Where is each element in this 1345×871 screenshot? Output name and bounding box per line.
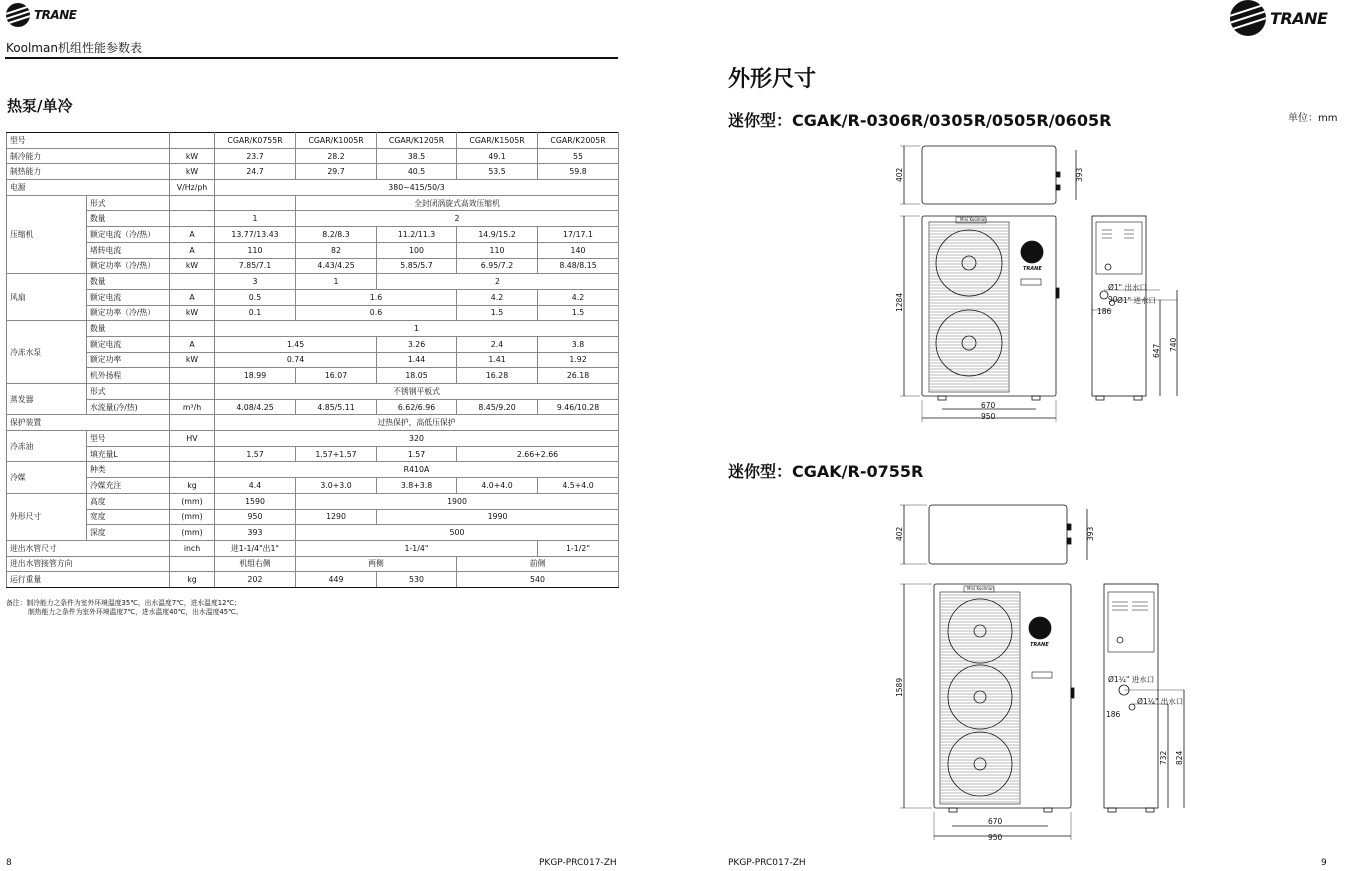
- table-cell: 2.4: [457, 336, 538, 352]
- table-cell: kW: [170, 352, 215, 368]
- table-cell: 500: [296, 525, 619, 541]
- table-cell: 29.7: [296, 164, 377, 180]
- table-row: [7, 399, 619, 415]
- table-cell: 4.0+4.0: [457, 478, 538, 494]
- trane-logo: [6, 3, 76, 27]
- table-cell: 16.28: [457, 368, 538, 384]
- table-cell: 8.48/8.15: [538, 258, 619, 274]
- table-cell: 14.9/15.2: [457, 227, 538, 243]
- table-cell: 3.0+3.0: [296, 478, 377, 494]
- table-cell: 过热保护，高低压保护: [215, 415, 619, 431]
- doc-code: PKGP-PRC017-ZH: [728, 858, 806, 868]
- table-cell: 1.44: [377, 352, 457, 368]
- table-cell: 9.46/10.28: [538, 399, 619, 415]
- table-cell: 18.99: [215, 368, 296, 384]
- table-cell: 数量: [87, 274, 170, 290]
- table-cell: 额定功率（冷/热）: [87, 305, 170, 321]
- table-cell: [170, 415, 215, 431]
- drawing1-height: 1284: [895, 292, 904, 312]
- table-cell: 数量: [87, 321, 170, 337]
- table-cell: m³/h: [170, 399, 215, 415]
- table-cell: 40.5: [377, 164, 457, 180]
- table-cell: 320: [215, 431, 619, 447]
- table-cell: A: [170, 227, 215, 243]
- table-row: [7, 180, 619, 196]
- table-cell: [170, 195, 215, 211]
- table-cell: V/Hz/ph: [170, 180, 215, 196]
- drawing2-logo-text: TRANE: [1030, 642, 1049, 648]
- table-row: [7, 133, 619, 149]
- table-cell: 机外扬程: [87, 368, 170, 384]
- table-cell: 填充量L: [87, 446, 170, 462]
- table-cell: kW: [170, 305, 215, 321]
- table-cell: 4.4: [215, 478, 296, 494]
- drawing1-logo-text: TRANE: [1023, 266, 1042, 272]
- unit-label: 单位：mm: [1288, 113, 1338, 124]
- table-cell: 3: [215, 274, 296, 290]
- table-cell: 1: [296, 274, 377, 290]
- table-cell: CGAR/K1505R: [457, 133, 538, 149]
- table-cell: 宽度: [87, 509, 170, 525]
- table-row: [7, 258, 619, 274]
- table-cell: 进出水管接管方向: [7, 556, 170, 572]
- table-cell: 进1-1/4"出1": [215, 540, 296, 556]
- drawing2-top-depth: 402: [895, 526, 904, 541]
- drawing1-side-offset: 186: [1097, 307, 1112, 316]
- drawing1-width: 950: [981, 412, 996, 421]
- table-cell: 高度: [87, 493, 170, 509]
- drawing2-top-side: 393: [1086, 526, 1095, 541]
- table-cell: 冷冻水泵: [7, 321, 87, 384]
- drawing1-inlet-pipe: Ø1" 进水口: [1117, 296, 1157, 305]
- table-cell: 530: [377, 572, 457, 588]
- table-cell: 0.74: [215, 352, 377, 368]
- note-line: 制热能力之条件为室外环境温度7℃，进水温度40℃，出水温度45℃。: [28, 608, 243, 616]
- table-cell: 110: [215, 242, 296, 258]
- table-cell: 4.08/4.25: [215, 399, 296, 415]
- table-row: [7, 195, 619, 211]
- table-cell: 3.8: [538, 336, 619, 352]
- table-cell: 1990: [377, 509, 619, 525]
- table-cell: 1.6: [296, 289, 457, 305]
- table-cell: 深度: [87, 525, 170, 541]
- table-row: [7, 493, 619, 509]
- table-cell: 0.1: [215, 305, 296, 321]
- trane-wordmark: TRANE: [34, 8, 77, 22]
- table-cell: 1: [215, 211, 296, 227]
- drawing2-inlet-height: 732: [1159, 750, 1168, 765]
- table-cell: 4.85/5.11: [296, 399, 377, 415]
- drawing1-outlet-height: 740: [1169, 337, 1178, 352]
- table-row: [7, 242, 619, 258]
- drawing1-inlet-height: 647: [1152, 343, 1161, 358]
- table-cell: 1.41: [457, 352, 538, 368]
- table-cell: 蒸发器: [7, 384, 87, 415]
- table-cell: 冷媒充注: [87, 478, 170, 494]
- table-notes: [6, 599, 242, 617]
- table-cell: (mm): [170, 493, 215, 509]
- table-cell: 2.66+2.66: [457, 446, 619, 462]
- table-cell: 水流量(冷/热): [87, 399, 170, 415]
- drawing1-top-view: [900, 146, 1076, 204]
- table-cell: 进出水管尺寸: [7, 540, 170, 556]
- table-row: [7, 509, 619, 525]
- table-cell: 0.6: [296, 305, 457, 321]
- drawing1-nameplate: Mini Koolman: [960, 217, 987, 222]
- table-cell: 额定电流: [87, 289, 170, 305]
- table-cell: 形式: [87, 195, 170, 211]
- table-cell: 24.7: [215, 164, 296, 180]
- table-row: [7, 148, 619, 164]
- table-cell: 202: [215, 572, 296, 588]
- table-cell: 1: [215, 321, 619, 337]
- table-cell: 2: [296, 211, 619, 227]
- table-cell: 5.85/5.7: [377, 258, 457, 274]
- table-cell: 冷媒: [7, 462, 87, 493]
- table-cell: 4.2: [538, 289, 619, 305]
- table-row: [7, 211, 619, 227]
- table-cell: 种类: [87, 462, 170, 478]
- table-cell: [170, 274, 215, 290]
- table-cell: 449: [296, 572, 377, 588]
- table-cell: 额定电流（冷/热）: [87, 227, 170, 243]
- table-row: [7, 478, 619, 494]
- table-row: [7, 352, 619, 368]
- table-cell: 6.95/7.2: [457, 258, 538, 274]
- table-row: [7, 274, 619, 290]
- table-cell: 49.1: [457, 148, 538, 164]
- header-rule: [5, 57, 618, 59]
- doc-code: PKGP-PRC017-ZH: [539, 858, 617, 868]
- table-cell: 电源: [7, 180, 170, 196]
- table-cell: 28.2: [296, 148, 377, 164]
- drawing2-outlet-height: 824: [1175, 750, 1184, 765]
- table-cell: 16.07: [296, 368, 377, 384]
- table-cell: 制热能力: [7, 164, 170, 180]
- table-cell: 额定功率（冷/热）: [87, 258, 170, 274]
- spec-table: [6, 132, 619, 588]
- table-cell: [170, 462, 215, 478]
- table-cell: R410A: [215, 462, 619, 478]
- table-cell: 950: [215, 509, 296, 525]
- left-page: [0, 0, 672, 871]
- table-cell: [170, 133, 215, 149]
- table-cell: [170, 321, 215, 337]
- table-cell: 540: [457, 572, 619, 588]
- table-cell: [170, 556, 215, 572]
- table-cell: 压缩机: [7, 195, 87, 273]
- table-cell: 形式: [87, 384, 170, 400]
- table-cell: 数量: [87, 211, 170, 227]
- table-cell: 140: [538, 242, 619, 258]
- table-cell: 26.18: [538, 368, 619, 384]
- table-cell: 1-1/4": [296, 540, 538, 556]
- table-cell: 1590: [215, 493, 296, 509]
- table-cell: HV: [170, 431, 215, 447]
- table-row: [7, 525, 619, 541]
- section1-title: 迷你型：CGAK/R-0306R/0305R/0505R/0605R: [728, 111, 1112, 130]
- table-row: [7, 431, 619, 447]
- table-cell: (mm): [170, 509, 215, 525]
- table-cell: 82: [296, 242, 377, 258]
- table-cell: 型号: [7, 133, 170, 149]
- page-number: 9: [1321, 858, 1327, 868]
- drawing1-pipe-width: 90: [1108, 295, 1118, 304]
- table-row: [7, 572, 619, 588]
- table-cell: A: [170, 289, 215, 305]
- drawing2-front-view: [900, 584, 1074, 840]
- table-cell: 4.2: [457, 289, 538, 305]
- table-cell: A: [170, 336, 215, 352]
- table-cell: CGAR/K0755R: [215, 133, 296, 149]
- drawing1-inner-width: 670: [981, 401, 996, 410]
- table-cell: 1.57: [377, 446, 457, 462]
- table-cell: 冷冻油: [7, 431, 87, 462]
- drawing1-top-depth: 402: [895, 167, 904, 182]
- section2-title: 迷你型：CGAK/R-0755R: [728, 462, 924, 481]
- table-row: [7, 556, 619, 572]
- right-page: [672, 0, 1345, 871]
- table-cell: 运行重量: [7, 572, 170, 588]
- table-cell: [215, 195, 296, 211]
- page-header: Koolman机组性能参数表: [6, 41, 142, 55]
- table-cell: kW: [170, 258, 215, 274]
- table-cell: 11.2/11.3: [377, 227, 457, 243]
- table-cell: [170, 211, 215, 227]
- table-cell: 38.5: [377, 148, 457, 164]
- table-cell: 两侧: [296, 556, 457, 572]
- table-cell: 8.45/9.20: [457, 399, 538, 415]
- drawing1-front-view: [900, 216, 1059, 422]
- drawing2-outlet-pipe: Ø1¼" 出水口: [1137, 697, 1184, 706]
- table-cell: 额定电流: [87, 336, 170, 352]
- table-cell: kW: [170, 148, 215, 164]
- drawing2-side-offset: 186: [1106, 710, 1121, 719]
- table-cell: 风扇: [7, 274, 87, 321]
- table-row: [7, 462, 619, 478]
- table-row: [7, 305, 619, 321]
- table-cell: 6.62/6.96: [377, 399, 457, 415]
- table-cell: 全封闭涡旋式高效压缩机: [296, 195, 619, 211]
- drawing2-top-view: [900, 505, 1087, 564]
- table-cell: 保护装置: [7, 415, 170, 431]
- page-title: 外形尺寸: [728, 67, 817, 92]
- table-row: [7, 321, 619, 337]
- trane-wordmark: TRANE: [1270, 8, 1328, 28]
- table-cell: 17/17.1: [538, 227, 619, 243]
- table-cell: 393: [215, 525, 296, 541]
- table-row: [7, 336, 619, 352]
- drawing1-outlet-pipe: Ø1" 出水口: [1108, 283, 1148, 292]
- table-cell: 0.5: [215, 289, 296, 305]
- page-number: 8: [6, 858, 12, 868]
- table-cell: 3.26: [377, 336, 457, 352]
- table-cell: 1290: [296, 509, 377, 525]
- drawing2-nameplate: Mini Koolman: [967, 586, 994, 591]
- table-row: [7, 289, 619, 305]
- table-cell: kg: [170, 478, 215, 494]
- table-cell: 前侧: [457, 556, 619, 572]
- drawing2-inlet-pipe: Ø1¼" 进水口: [1108, 675, 1155, 684]
- table-cell: 8.2/8.3: [296, 227, 377, 243]
- table-cell: 2: [377, 274, 619, 290]
- drawing2-inner-width: 670: [988, 817, 1003, 826]
- table-cell: 100: [377, 242, 457, 258]
- table-cell: 110: [457, 242, 538, 258]
- table-cell: 1.57: [215, 446, 296, 462]
- table-cell: 4.5+4.0: [538, 478, 619, 494]
- table-cell: 59.8: [538, 164, 619, 180]
- table-cell: [170, 384, 215, 400]
- table-cell: 1.45: [215, 336, 377, 352]
- table-cell: 外形尺寸: [7, 493, 87, 540]
- table-cell: 额定功率: [87, 352, 170, 368]
- table-cell: 7.85/7.1: [215, 258, 296, 274]
- table-cell: 1.92: [538, 352, 619, 368]
- table-row: [7, 164, 619, 180]
- table-cell: 3.8+3.8: [377, 478, 457, 494]
- table-cell: A: [170, 242, 215, 258]
- table-cell: CGAR/K1005R: [296, 133, 377, 149]
- table-cell: 堵转电流: [87, 242, 170, 258]
- table-cell: 1900: [296, 493, 619, 509]
- table-cell: [170, 368, 215, 384]
- drawing1-top-side: 393: [1075, 167, 1084, 182]
- trane-globe-icon: [6, 3, 30, 27]
- table-cell: 23.7: [215, 148, 296, 164]
- table-row: [7, 368, 619, 384]
- table-cell: 1-1/2": [538, 540, 619, 556]
- table-cell: 制冷能力: [7, 148, 170, 164]
- table-row: [7, 415, 619, 431]
- table-cell: kW: [170, 164, 215, 180]
- table-row: [7, 540, 619, 556]
- table-cell: 1.5: [457, 305, 538, 321]
- table-cell: 1.5: [538, 305, 619, 321]
- table-cell: CGAR/K2005R: [538, 133, 619, 149]
- table-row: [7, 227, 619, 243]
- table-cell: 4.43/4.25: [296, 258, 377, 274]
- note-line: 备注：制冷能力之条件为室外环境温度35℃，出水温度7℃，进水温度12℃；: [6, 599, 241, 607]
- table-cell: 1.57+1.57: [296, 446, 377, 462]
- table-cell: (mm): [170, 525, 215, 541]
- section-title: 热泵/单冷: [7, 97, 73, 115]
- table-row: [7, 384, 619, 400]
- table-row: [7, 446, 619, 462]
- table-cell: kg: [170, 572, 215, 588]
- table-cell: 机组右侧: [215, 556, 296, 572]
- table-cell: 型号: [87, 431, 170, 447]
- table-cell: inch: [170, 540, 215, 556]
- table-cell: 不锈钢平板式: [215, 384, 619, 400]
- dimension-drawings: [672, 0, 1345, 871]
- table-cell: 13.77/13.43: [215, 227, 296, 243]
- table-cell: [170, 446, 215, 462]
- table-cell: 18.05: [377, 368, 457, 384]
- table-cell: 55: [538, 148, 619, 164]
- table-cell: CGAR/K1205R: [377, 133, 457, 149]
- drawing2-height: 1589: [895, 677, 904, 697]
- table-cell: 380~415/50/3: [215, 180, 619, 196]
- table-cell: 53.5: [457, 164, 538, 180]
- drawing2-width: 950: [988, 833, 1003, 842]
